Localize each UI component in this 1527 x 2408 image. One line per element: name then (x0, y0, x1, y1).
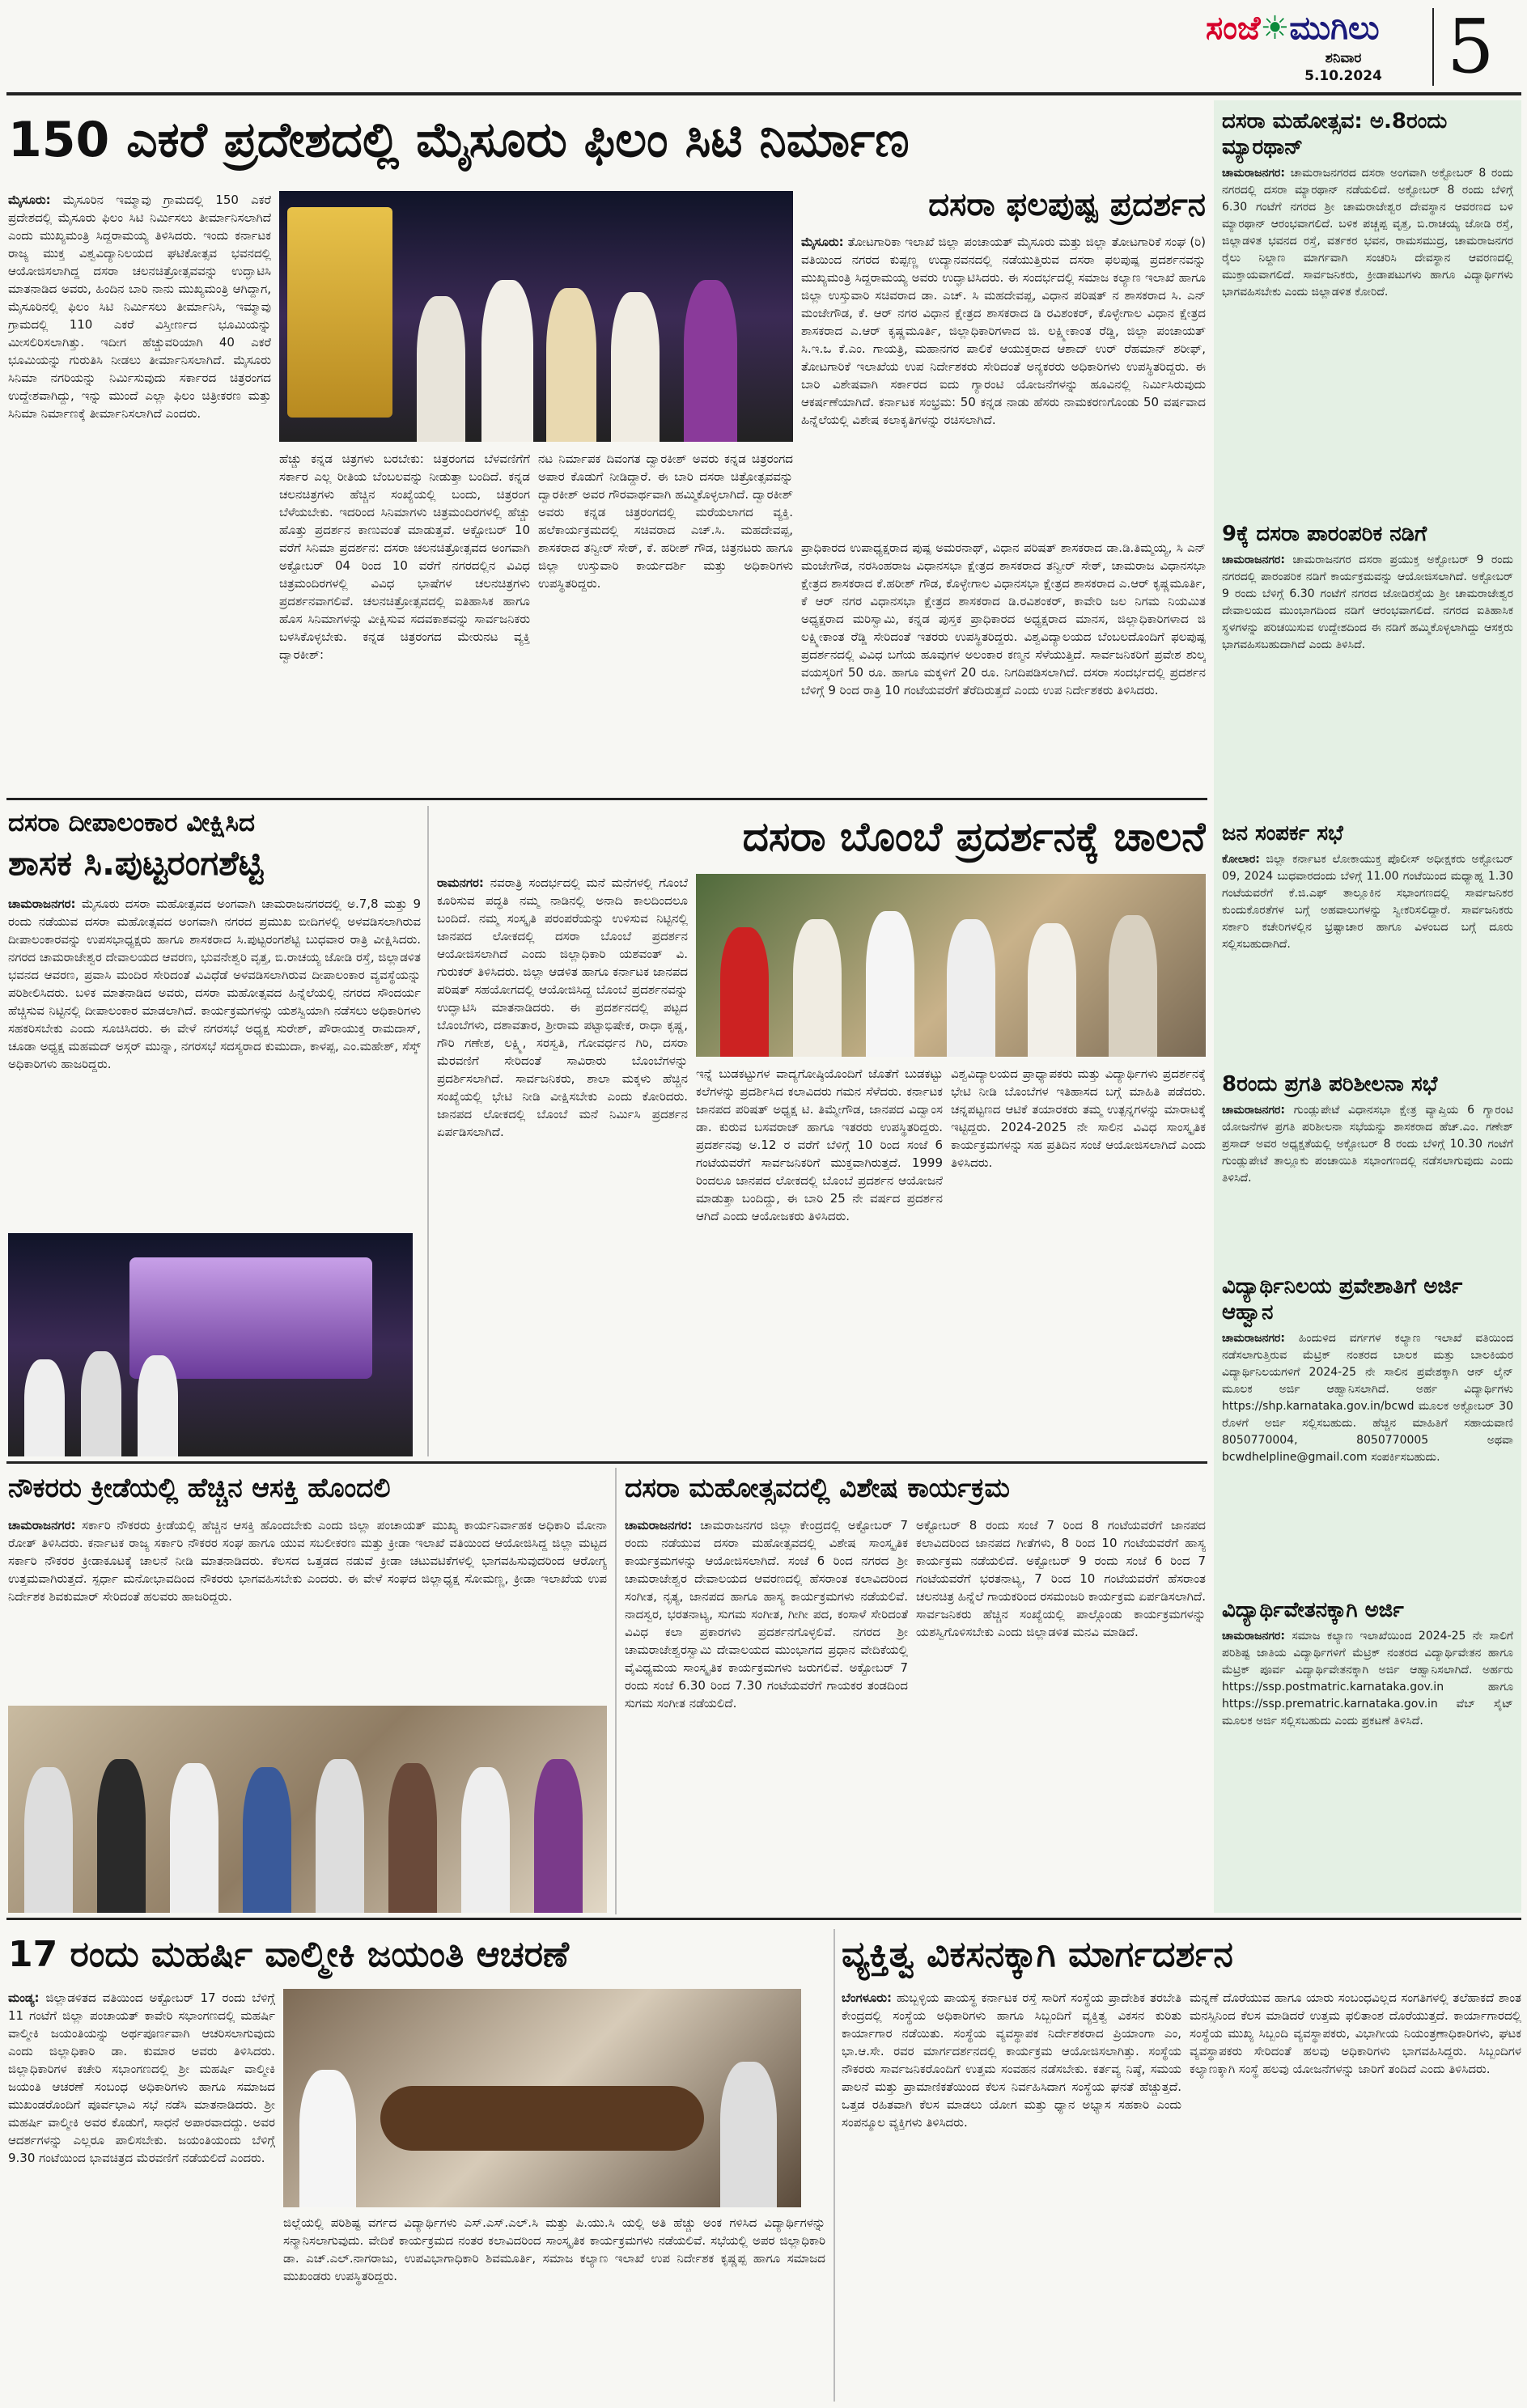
headline-puttarangashetty-2: ಶಾಸಕ ಸಿ.ಪುಟ್ಟರಂಗಶೆಟ್ಟಿ (8, 843, 264, 883)
article-text: ನವರಾತ್ರಿ ಸಂದರ್ಭದಲ್ಲಿ ಮನೆ ಮನೆಗಳಲ್ಲಿ ಗೊಂಬೆ ಕೂರಿಸುವ ಪದ್ಧತಿ ನಮ್ಮ ನಾಡಿನಲ್ಲಿ ಅನಾದಿ ಕಾಲದಿಂದಲೂ ಬಂದಿದೆ. ನಮ್ಮ ಸಂಸ್ಕೃತಿ ಪರಂಪರೆಯನ್ನು ಉಳಿಸುವ ನಿಟ್ಟಿನಲ್ಲಿ ಜಾನಪದ ಲೋಕದಲ್ಲಿ ದಸರಾ ಬೊಂಬೆ ಪ್ರದರ್ಶನ ಆಯೋಜಿಸಲಾಗಿದೆ ಎಂದು ಜಿಲ್ಲಾಧಿಕಾರಿ ಯಶವಂತ್ ವಿ. ಗುರುಕರ್ ತಿಳಿಸಿದರು. ಜಿಲ್ಲಾ ಆಡಳಿತ ಹಾಗೂ ಕರ್ನಾಟಕ ಜಾನಪದ ಪರಿಷತ್ ಸಹಯೋಗದಲ್ಲಿ ಆಯೋಜಿಸಿದ್ದ ಬೊಂಬೆ ಪ್ರದರ್ಶನವನ್ನು ಉದ್ಘಾಟಿಸಿ ಮಾತನಾಡಿದರು. ಈ ಪ್ರದರ್ಶನದಲ್ಲಿ ಪಟ್ಟದ ಬೊಂಬೆಗಳು, ದಶಾವತಾರ, ಶ್ರೀರಾಮ ಪಟ್ಟಾಭಿಷೇಕ, ರಾಧಾ ಕೃಷ್ಣ, ಗೌರಿ ಗಣೇಶ, ಲಕ್ಷ್ಮಿ, ಸರಸ್ವತಿ, ಗೋವರ್ಧನ ಗಿರಿ, ದಸರಾ ಮೆರವಣಿಗೆ ಸೇರಿದಂತೆ ಸಾವಿರಾರು ಬೊಂಬೆಗಳನ್ನು ಪ್ರದರ್ಶಿಸಲಾಗಿದೆ. ಸಾರ್ವಜನಿಕರು, ಶಾಲಾ ಮಕ್ಕಳು ಹೆಚ್ಚಿನ ಸಂಖ್ಯೆಯಲ್ಲಿ ಭೇಟಿ ನೀಡಿ ವೀಕ್ಷಿಸಬೇಕು ಎಂದು ಕೋರಿದರು. ಜಾನಪದ ಲೋಕದಲ್ಲಿ ಬೊಂಬೆ ಮನೆ ನಿರ್ಮಿಸಿ ಪ್ರದರ್ಶನ ಏರ್ಪಡಿಸಲಾಗಿದೆ. (437, 875, 688, 1139)
masthead-date: 5.10.2024 (1304, 68, 1382, 84)
photo-person (24, 1359, 65, 1456)
sidebar-headline: ವಿದ್ಯಾರ್ಥಿವೇತನಕ್ಕಾಗಿ ಅರ್ಜಿ (1222, 1598, 1404, 1622)
photo-person (299, 2070, 356, 2207)
sidebar-item (1222, 521, 1513, 812)
sidebar-headline: ದಸರಾ ಮಹೋತ್ಸವ: ಅ.8ರಂದು ಮ್ಯಾರಥಾನ್ (1222, 109, 1448, 159)
column-divider (427, 806, 429, 1456)
photo-person (546, 288, 596, 442)
article-text: ಇನ್ನೆ ಬುಡಕಟ್ಟುಗಳ ವಾದ್ಯಗೋಷ್ಠಿಯೊಂದಿಗೆ ಜೊತೆಗೆ ಬುಡಕಟ್ಟು ಕಲೆಗಳನ್ನು ಪ್ರದರ್ಶಿಸಿದ ಕಲಾವಿದರು ಗಮನ ಸೆಳೆದರು. ಕರ್ನಾಟಕ ಜಾನಪದ ಪರಿಷತ್ ಅಧ್ಯಕ್ಷ ಟಿ. ತಿಮ್ಮೇಗೌಡ, ಜಾನಪದ ವಿದ್ವಾಂಸ ಡಾ. ಕುರುವ ಬಸವರಾಜ್ ಹಾಗೂ ಇತರರು ಉಪಸ್ಥಿತರಿದ್ದರು. ಪ್ರದರ್ಶನವು ಅ.12 ರ ವರೆಗೆ ಬೆಳಿಗ್ಗೆ 10 ರಿಂದ ಸಂಜೆ 6 ಗಂಟೆಯವರೆಗೆ ಸಾರ್ವಜನಿಕರಿಗೆ ಮುಕ್ತವಾಗಿರುತ್ತದೆ. 1999 ರಿಂದಲೂ ಜಾನಪದ ಲೋಕದಲ್ಲಿ ಬೊಂಬೆ ಪ್ರದರ್ಶನ ಆಯೋಜನೆ ಮಾಡುತ್ತಾ ಬಂದಿದ್ದು, ಈ ಬಾರಿ 25 ನೇ ವರ್ಷದ ಪ್ರದರ್ಶನ ಆಗಿದೆ ಎಂದು ಆಯೋಜಕರು ತಿಳಿಸಿದರು. (696, 1066, 943, 1223)
article-text: ವಿಶ್ವವಿದ್ಯಾಲಯದ ಬೆಂಬಲದೊಂದಿಗೆ ಫಲಪುಷ್ಪ ಪ್ರದರ್ಶನದಲ್ಲಿ ವಿವಿಧ ಬಗೆಯ ಹೂವುಗಳ ಅಲಂಕಾರ ಕಣ್ಮನ ಸೆಳೆಯುತ್ತಿದೆ. ಸಾರ್ವಜನಿಕರಿಗೆ ಪ್ರವೇಶ ಶುಲ್ಕ ವಯಸ್ಕರಿಗೆ 50 ರೂ. ಹಾಗೂ ಮಕ್ಕಳಿಗೆ 20 ರೂ. ನಿಗದಿಪಡಿಸಲಾಗಿದೆ. ದಸರಾ ಸಂದರ್ಭದಲ್ಲಿ ಪ್ರದರ್ಶನ ಬೆಳಿಗ್ಗೆ 9 ರಿಂದ ರಾತ್ರಿ 10 ಗಂಟೆಯವರೆಗೆ ತೆರೆದಿರುತ್ತದೆ ಎಂದು ಉಪ ನಿರ್ದೇಶಕರು ತಿಳಿಸಿದರು. (801, 630, 1206, 697)
dateline: ಮಂಡ್ಯ: (8, 1990, 40, 2005)
photo-film-city (279, 191, 793, 442)
photo-person (388, 1763, 437, 1913)
article-vyaktitva-col1 (842, 1989, 1181, 2402)
headline-bombe: ದಸರಾ ಬೊಂಬೆ ಪ್ರದರ್ಶನಕ್ಕೆ ಚಾಲನೆ (742, 813, 1206, 860)
dateline: ಚಾಮರಾಜನಗರ: (1222, 1332, 1285, 1345)
logo-part1: ಸಂಜೆ (1206, 10, 1261, 47)
photo-person (684, 280, 737, 442)
dateline: ಮೈಸೂರು: (801, 235, 844, 249)
headline-film-city: 150 ಎಕರೆ ಪ್ರದೇಶದಲ್ಲಿ ಮೈಸೂರು ಫಿಲಂ ಸಿಟಿ ನಿರ್ಮಾಣ (8, 112, 910, 168)
sidebar-body: ಚಾಮರಾಜನಗರ ದಸರಾ ಪ್ರಯುಕ್ತ ಅಕ್ಟೋಬರ್ 9 ರಂದು ನಗರದಲ್ಲಿ ಪಾರಂಪರಿಕ ನಡಿಗೆ ಕಾರ್ಯಕ್ರಮವನ್ನು ಆಯೋಜಿಸಲಾಗಿದೆ. ಅಕ್ಟೋಬರ್ 9 ರಂದು ಬೆಳಿಗ್ಗೆ 6.30 ಗಂಟೆಗೆ ನಗರದ ಜೋಡಿರಸ್ತೆಯ ಶ್ರೀ ಚಾಮರಾಜೇಶ್ವರ ದೇವಾಲಯದ ಮುಂಭಾಗದಿಂದ ನಡಿಗೆ ಆರಂಭವಾಗಲಿದೆ. ನಗರದ ಐತಿಹಾಸಿಕ ಸ್ಥಳಗಳನ್ನು ಪರಿಚಯಿಸುವ ಉದ್ದೇಶದಿಂದ ಈ ನಡಿಗೆ ಹಮ್ಮಿಕೊಳ್ಳಲಾಗಿದ್ದು ಆಸಕ್ತರು ಭಾಗವಹಿಸಬಹುದಾಗಿದೆ ಎಂದು ತಿಳಿಸಿದೆ. (1222, 553, 1513, 651)
section-rule (6, 1461, 1207, 1464)
sidebar-item (1222, 1274, 1513, 1589)
page-number: 5 (1447, 3, 1495, 90)
photo-portrait-banner (287, 207, 392, 418)
photo-person (461, 1767, 510, 1913)
dateline: ಚಾಮರಾಜನಗರ: (1222, 553, 1285, 566)
headline-naukarara: ನೌಕರರು ಕ್ರೀಡೆಯಲ್ಲಿ ಹೆಚ್ಚಿನ ಆಸಕ್ತಿ ಹೊಂದಲಿ (8, 1472, 391, 1503)
article-bombe-col3 (951, 1065, 1206, 1456)
dateline: ಕೋಲಾರ: (1222, 853, 1260, 866)
section-rule (6, 798, 1207, 800)
photo-person (243, 1767, 291, 1913)
article-valmiki-col2 (283, 2214, 825, 2402)
photo-lighting (8, 1233, 413, 1456)
sidebar-headline: ಜನ ಸಂಪರ್ಕ ಸಭೆ (1222, 821, 1343, 846)
column-divider (615, 1468, 617, 1914)
sidebar-headline: 8ರಂದು ಪ್ರಗತಿ ಪರಿಶೀಲನಾ ಸಭೆ (1222, 1072, 1438, 1096)
sidebar-briefs (1214, 100, 1521, 1913)
photo-bombe (696, 874, 1206, 1057)
article-valmiki-col1 (8, 1989, 275, 2402)
sidebar-item (1222, 1071, 1513, 1265)
sidebar-text (1222, 851, 1513, 953)
photo-person (1109, 915, 1157, 1057)
sidebar-item (1222, 820, 1513, 1063)
article-puttarangashetty (8, 895, 421, 1227)
dateline: ಚಾಮರಾಜನಗರ: (8, 1518, 76, 1533)
article-text: ಅಕ್ಟೋಬರ್ 8 ರಂದು ಸಂಜೆ 7 ರಿಂದ 8 ಗಂಟೆಯವರೆಗೆ ಜಾನಪದ ಕಲಾವಿದರಿಂದ ಜಾನಪದ ಗೀತೆಗಳು, 8 ರಿಂದ 10 ಗಂಟೆಯವರೆಗೆ ಹಾಸ್ಯ ಕಾರ್ಯಕ್ರಮ ನಡೆಯಲಿದೆ. ಅಕ್ಟೋಬರ್ 9 ರಂದು ಸಂಜೆ 6 ರಿಂದ 7 ಗಂಟೆಯವರೆಗೆ ಭರತನಾಟ್ಯ, 7 ರಿಂದ 10 ಗಂಟೆಯವರೆಗೆ ಹೆಸರಾಂತ ಚಲನಚಿತ್ರ ಹಿನ್ನೆಲೆ ಗಾಯಕರಿಂದ ರಸಮಂಜರಿ ಕಾರ್ಯಕ್ರಮ ಏರ್ಪಡಿಸಲಾಗಿದೆ. ಸಾರ್ವಜನಿಕರು ಹೆಚ್ಚಿನ ಸಂಖ್ಯೆಯಲ್ಲಿ ಪಾಲ್ಗೊಂಡು ಕಾರ್ಯಕ್ರಮಗಳನ್ನು ಯಶಸ್ವಿಗೊಳಿಸಬೇಕು ಎಂದು ಜಿಲ್ಲಾಡಳಿತ ಮನವಿ ಮಾಡಿದೆ. (916, 1518, 1206, 1639)
sidebar-body: ಗುಂಡ್ಲುಪೇಟೆ ವಿಧಾನಸಭಾ ಕ್ಷೇತ್ರ ವ್ಯಾಪ್ತಿಯ 6 ಗ್ಯಾರಂಟಿ ಯೋಜನೆಗಳ ಪ್ರಗತಿ ಪರಿಶೀಲನಾ ಸಭೆಯನ್ನು ಶಾಸಕರಾದ ಹೆಚ್.ಎಂ. ಗಣೇಶ್ ಪ್ರಸಾದ್ ಅವರ ಅಧ್ಯಕ್ಷತೆಯಲ್ಲಿ ಅಕ್ಟೋಬರ್ 8 ರಂದು ಬೆಳಿಗ್ಗೆ 10.30 ಗಂಟೆಗೆ ಗುಂಡ್ಲುಪೇಟೆ ತಾಲ್ಲೂಕು ಪಂಚಾಯಿತಿ ಸಭಾಂಗಣದಲ್ಲಿ ನಡೆಸಲಾಗುವುದು ಎಂದು ತಿಳಿಸಿದೆ. (1222, 1104, 1513, 1185)
article-vyaktitva-col2 (1190, 1989, 1521, 2402)
headline-dasara-special: ದಸರಾ ಮಹೋತ್ಸವದಲ್ಲಿ ವಿಶೇಷ ಕಾರ್ಯಕ್ರಮ (625, 1472, 1010, 1503)
photo-person (793, 919, 842, 1057)
article-film-city-col3 (538, 450, 793, 790)
sidebar-text (1222, 1628, 1513, 1730)
photo-naukarara (8, 1706, 607, 1913)
article-text: ತೋಟಗಾರಿಕಾ ಇಲಾಖೆ ಜಿಲ್ಲಾ ಪಂಚಾಯತ್ ಮೈಸೂರು ಮತ್ತು ಜಿಲ್ಲಾ ತೋಟಗಾರಿಕೆ ಸಂಘ (ರಿ) ವತಿಯಿಂದ ನಗರದ ಕುಪ್ಪಣ್ಣ ಉದ್ಯಾನವನದಲ್ಲಿ ನಡೆಯುತ್ತಿರುವ ದಸರಾ ಫಲಪುಷ್ಪ ಪ್ರದರ್ಶನವನ್ನು ಮುಖ್ಯಮಂತ್ರಿ ಸಿದ್ದರಾಮಯ್ಯ ಅವರು ಉದ್ಘಾಟಿಸಿದರು. ಈ ಸಂದರ್ಭದಲ್ಲಿ ಸಮಾಜ ಕಲ್ಯಾಣ ಇಲಾಖೆ ಹಾಗೂ ಜಿಲ್ಲಾ ಉಸ್ತುವಾರಿ ಸಚಿವರಾದ ಡಾ. ಎಚ್. ಸಿ ಮಹದೇವಪ್ಪ, ವಿಧಾನ ಪರಿಷತ್ ನ ಶಾಸಕರಾದ ಸಿ. ಎನ್ ಮಂಜೇಗೌಡ, ಕೆ. ಆರ್ ನಗರ ವಿಧಾನ ಕ್ಷೇತ್ರದ ಶಾಸಕರಾದ ಡಿ ರವಿಶಂಕರ್, ಕೊಳ್ಳೇಗಾಲ ವಿಧಾನ ಕ್ಷೇತ್ರದ ಶಾಸಕರಾದ ಎ.ಆರ್ ಕೃಷ್ಣಮೂರ್ತಿ, ಜಿಲ್ಲಾಧಿಕಾರಿಗಳಾದ ಜಿ. ಲಕ್ಷ್ಮೀಕಾಂತ ರೆಡ್ಡಿ, ಜಿಲ್ಲಾ ಪಂಚಾಯತ್ ಸಿ.ಇ.ಒ ಕೆ.ಎಂ. ಗಾಯತ್ರಿ, ಮಹಾನಗರ ಪಾಲಿಕೆ ಆಯುಕ್ತರಾದ ಆಶಾದ್ ಉರ್ ರೆಹಮಾನ್ ಶರೀಫ್, ತೋಟಗಾರಿಕೆ ಇಲಾಖೆಯ ಉಪ ನಿರ್ದೇಶಕರು ಸೇರಿದಂತೆ ಅನ್ಯಕರರು ಅಧಿಕಾರಿಗಳು ಉಪಸ್ಥಿತರಿದ್ದರು. ಈ ಬಾರಿ ವಿಶೇಷವಾಗಿ ಸರ್ಕಾರದ ಐದು ಗ್ಯಾರಂಟಿ ಯೋಜನೆಗಳನ್ನು ಹೂವಿನಲ್ಲಿ ನಿರ್ಮಿಸಿರುವುದು ಆಕರ್ಷಣೆಯಾಗಿದೆ. ಕರ್ನಾಟಕ ಸಂಭ್ರಮ: 50 ಕನ್ನಡ ನಾಡು ಹೆಸರು ನಾಮಕರಣಗೊಂಡು 50 ವರ್ಷವಾದ ಹಿನ್ನೆಲೆಯಲ್ಲಿ ವಿಶೇಷ ಕಲಾಕೃತಿಗಳನ್ನು ರಚಿಸಲಾಗಿದೆ. (801, 235, 1206, 427)
masthead-rule (6, 92, 1521, 95)
article-text: ಮನ್ನಣೆ ದೊರೆಯುವ ಹಾಗೂ ಯಾರು ಸಂಬಂಧವಿಲ್ಲದ ಸಂಗತಿಗಳಲ್ಲಿ ತಲೆಹಾಕದೆ ಶಾಂತ ಮನಸ್ಸಿನಿಂದ ಕೆಲಸ ಮಾಡಿದರೆ ಉತ್ತಮ ಫಲಿತಾಂಶ ದೊರೆಯುತ್ತದೆ. ಕಾರ್ಯಾಗಾರದಲ್ಲಿ ಸಂಸ್ಥೆಯ ಮುಖ್ಯ ಸಿಬ್ಬಂದಿ ವ್ಯವಸ್ಥಾಪಕರು, ವಿಭಾಗೀಯ ನಿಯಂತ್ರಣಾಧಿಕಾರಿಗಳು, ಘಟಕ ವ್ಯವಸ್ಥಾಪಕರು ಸೇರಿದಂತೆ ಹಲವು ಅಧಿಕಾರಿಗಳು ಭಾಗವಹಿಸಿದ್ದರು. ಸಿಬ್ಬಂದಿಗಳ ಕಲ್ಯಾಣಕ್ಕಾಗಿ ಸಂಸ್ಥೆ ಹಲವು ಯೋಜನೆಗಳನ್ನು ಜಾರಿಗೆ ತಂದಿದೆ ಎಂದು ತಿಳಿಸಿದರು. (1190, 1990, 1521, 2076)
photo-person (24, 1767, 73, 1913)
sidebar-text (1222, 1330, 1513, 1466)
headline-flower-show: ದಸರಾ ಫಲಪುಷ್ಪ ಪ್ರದರ್ಶನ (928, 186, 1206, 223)
photo-person (81, 1351, 121, 1456)
article-text: ಜಿಲ್ಲಾಡಳಿತದ ವತಿಯಿಂದ ಅಕ್ಟೋಬರ್ 17 ರಂದು ಬೆಳಿಗ್ಗೆ 11 ಗಂಟೆಗೆ ಜಿಲ್ಲಾ ಪಂಚಾಯತ್ ಕಾವೇರಿ ಸಭಾಂಗಣದಲ್ಲಿ ಮಹರ್ಷಿ ವಾಲ್ಮೀಕಿ ಜಯಂತಿಯನ್ನು ಅರ್ಥಪೂರ್ಣವಾಗಿ ಆಚರಿಸಲಾಗುವುದು ಎಂದು ಜಿಲ್ಲಾಧಿಕಾರಿ ಡಾ. ಕುಮಾರ ಅವರು ತಿಳಿಸಿದರು. ಜಿಲ್ಲಾಧಿಕಾರಿಗಳ ಕಚೇರಿ ಸಭಾಂಗಣದಲ್ಲಿ ಶ್ರೀ ಮಹರ್ಷಿ ವಾಲ್ಮೀಕಿ ಜಯಂತಿ ಆಚರಣೆ ಸಂಬಂಧ ಅಧಿಕಾರಿಗಳು ಹಾಗೂ ಸಮಾಜದ ಮುಖಂಡರೊಂದಿಗೆ ಪೂರ್ವಭಾವಿ ಸಭೆ ನಡೆಸಿ ಮಾತನಾಡಿದರು. ಶ್ರೀ ಮಹರ್ಷಿ ವಾಲ್ಮೀಕಿ ಅವರ ಕೊಡುಗೆ, ಸಾಧನೆ ಅಪಾರವಾದದ್ದು. ಅವರ ಆದರ್ಶಗಳನ್ನು ಎಲ್ಲರೂ ಪಾಲಿಸಬೇಕು. ಜಯಂತಿಯಂದು ಬೆಳಿಗ್ಗೆ 9.30 ಗಂಟೆಯಿಂದ ಭಾವಚಿತ್ರದ ಮೆರವಣಿಗೆ ನಡೆಯಲಿದೆ ಎಂದರು. (8, 1990, 275, 2165)
photo-person (97, 1759, 146, 1913)
article-film-city-col1 (8, 191, 271, 790)
column-divider (833, 1929, 835, 2402)
sidebar-text (1222, 165, 1513, 301)
newspaper-logo: ಸಂಜೆ☀ಮುಗಿಲು (1206, 10, 1380, 47)
sidebar-body: ಜಿಲ್ಲಾ ಕರ್ನಾಟಕ ಲೋಕಾಯುಕ್ತ ಪೊಲೀಸ್ ಅಧೀಕ್ಷಕರು ಅಕ್ಟೋಬರ್ 09, 2024 ಬುಧವಾರದಂದು ಬೆಳಿಗ್ಗೆ 11.00 ಗಂಟೆಯಿಂದ ಮಧ್ಯಾಹ್ನ 1.30 ಗಂಟೆಯವರೆಗೆ ಕೆ.ಜಿ.ಎಫ್ ತಾಲ್ಲೂಕಿನ ಸಭಾಂಗಣದಲ್ಲಿ ಸಾರ್ವಜನಿಕರ ಕುಂದುಕೊರತೆಗಳ ಬಗ್ಗೆ ಅಹವಾಲುಗಳನ್ನು ಸ್ವೀಕರಿಸಲಿದ್ದಾರೆ. ಸಾರ್ವಜನಿಕರು ಸರ್ಕಾರಿ ಕಚೇರಿಗಳಲ್ಲಿನ ಭ್ರಷ್ಟಾಚಾರ ಹಾಗೂ ವಿಳಂಬದ ಬಗ್ಗೆ ದೂರು ಸಲ್ಲಿಸಬಹುದಾಗಿದೆ. (1222, 853, 1513, 951)
dateline: ಚಾಮರಾಜನಗರ: (8, 897, 76, 911)
sidebar-headline: 9ಕ್ಕೆ ದಸರಾ ಪಾರಂಪರಿಕ ನಡಿಗೆ (1222, 522, 1427, 546)
article-flower-show-col1 (801, 233, 1206, 532)
photo-meeting-table (380, 2086, 704, 2151)
sidebar-headline: ವಿದ್ಯಾರ್ಥಿನಿಲಯ ಪ್ರವೇಶಾತಿಗೆ ಅರ್ಜಿ ಆಹ್ವಾನ (1222, 1274, 1463, 1325)
masthead (1206, 3, 1521, 90)
article-text: ಪ್ರಾಧಿಕಾರದ ಉಪಾಧ್ಯಕ್ಷರಾದ ಪುಷ್ಪ ಅಮರನಾಥ್, ವಿಧಾನ ಪರಿಷತ್ ಶಾಸಕರಾದ ಡಾ.ಡಿ.ತಿಮ್ಮಯ್ಯ, ಸಿ ಎನ್ ಮಂಜೇಗೌಡ, ನರಸಿಂಹರಾಜ ವಿಧಾನಸಭಾ ಕ್ಷೇತ್ರದ ಶಾಸಕರಾದ ತನ್ವೀರ್ ಸೇಠ್, ಚಾಮರಾಜ ವಿಧಾನಸಭಾ ಕ್ಷೇತ್ರದ ಶಾಸಕರಾದ ಕೆ.ಹರೀಶ್ ಗೌಡ, ಕೊಳ್ಳೇಗಾಲ ವಿಧಾನಸಭಾ ಕ್ಷೇತ್ರದ ಶಾಸಕರಾದ ಎ.ಆರ್ ಕೃಷ್ಣಮೂರ್ತಿ, ಕೆ ಆರ್ ನಗರ ವಿಧಾನಸಭಾ ಕ್ಷೇತ್ರದ ಶಾಸಕರಾದ ಡಿ.ರವಿಶಂಕರ್, ಕಾವೇರಿ ಜಲ ನಿಗಮ ನಿಯಮಿತ ಅಧ್ಯಕ್ಷರಾದ ಮರಿಸ್ವಾಮಿ, ಕನ್ನಡ ಪುಸ್ತಕ ಪ್ರಾಧಿಕಾರದ ಅಧ್ಯಕ್ಷರಾದ ಮಾನಸ, ಜಿಲ್ಲಾಧಿಕಾರಿಗಳಾದ ಜಿ ಲಕ್ಷ್ಮೀಕಾಂತ ರೆಡ್ಡಿ ಸೇರಿದಂತೆ ಇತರರು ಉಪಸ್ಥಿತರಿದ್ದರು. (801, 541, 1206, 644)
headline-puttarangashetty-1: ದಸರಾ ದೀಪಾಲಂಕಾರ ವೀಕ್ಷಿಸಿದ (8, 808, 256, 837)
dateline: ಚಾಮರಾಜನಗರ: (1222, 167, 1285, 180)
sidebar-item (1222, 1597, 1513, 1905)
photo-person (611, 292, 660, 442)
article-film-city-col2 (279, 450, 530, 790)
article-text: ವಿಶ್ವವಿದ್ಯಾಲಯದ ಪ್ರಾಧ್ಯಾಪಕರು ಮತ್ತು ವಿದ್ಯಾರ್ಥಿಗಳು ಪ್ರದರ್ಶನಕ್ಕೆ ಭೇಟಿ ನೀಡಿ ಬೊಂಬೆಗಳ ಇತಿಹಾಸದ ಬಗ್ಗೆ ಮಾಹಿತಿ ಪಡೆದರು. ಚನ್ನಪಟ್ಟಣದ ಆಟಿಕೆ ತಯಾರಕರು ತಮ್ಮ ಉತ್ಪನ್ನಗಳನ್ನು ಮಾರಾಟಕ್ಕೆ ಇಟ್ಟಿದ್ದರು. 2024-2025 ನೇ ಸಾಲಿನ ವಿವಿಧ ಸಾಂಸ್ಕೃತಿಕ ಕಾರ್ಯಕ್ರಮಗಳನ್ನು ಸಹ ಪ್ರತಿದಿನ ಸಂಜೆ ಆಯೋಜಿಸಲಾಗಿದೆ ಎಂದು ತಿಳಿಸಿದರು. (951, 1066, 1206, 1170)
article-flower-show-col3 (801, 539, 1206, 790)
masthead-day: ಶನಿವಾರ (1325, 50, 1362, 66)
section-rule (6, 1918, 1521, 1920)
article-text: ಮೈಸೂರು ದಸರಾ ಮಹೋತ್ಸವದ ಅಂಗವಾಗಿ ಚಾಮರಾಜನಗರದಲ್ಲಿ ಅ.7,8 ಮತ್ತು 9 ರಂದು ನಡೆಯುವ ದಸರಾ ಮಹೋತ್ಸವದ ಅಂಗವಾಗಿ ನಗರದ ಪ್ರಮುಖ ಬೀದಿಗಳಲ್ಲಿ ಅಳವಡಿಸಲಾಗಿರುವ ದೀಪಾಲಂಕಾರವನ್ನು ಉಪಸಭಾಧ್ಯಕ್ಷರು ಹಾಗೂ ಶಾಸಕರಾದ ಸಿ.ಪುಟ್ಟರಂಗಶೆಟ್ಟಿ ಬುಧವಾರ ರಾತ್ರಿ ವೀಕ್ಷಿಸಿದರು. ನಗರದ ಚಾಮರಾಜೇಶ್ವರ ದೇವಾಲಯದ ಆವರಣ, ಭುವನೇಶ್ವರಿ ವೃತ್ತ, ಬಿ.ರಾಚಯ್ಯ ಜೋಡಿ ರಸ್ತೆ, ಜಿಲ್ಲಾಡಳಿತ ಭವನದ ಆವರಣ, ಪ್ರವಾಸಿ ಮಂದಿರ ಸೇರಿದಂತೆ ವಿವಿಧೆಡೆ ಅಳವಡಿಸಲಾಗಿರುವ ದೀಪಾಲಂಕಾರ ವ್ಯವಸ್ಥೆಯನ್ನು ಪರಿಶೀಲಿಸಿದರು. ಬಳಿಕ ಮಾತನಾಡಿದ ಅವರು, ದಸರಾ ಮಹೋತ್ಸವದ ಹಿನ್ನೆಲೆಯಲ್ಲಿ ನಗರದ ಸೌಂದರ್ಯ ಹೆಚ್ಚಿಸುವ ನಿಟ್ಟಿನಲ್ಲಿ ದೀಪಾಲಂಕಾರ ಮಾಡಲಾಗಿದೆ. ಕಾರ್ಯಕ್ರಮಗಳನ್ನು ಯಶಸ್ವಿಯಾಗಿ ನಡೆಸಲು ಅಧಿಕಾರಿಗಳು ಸಹಕರಿಸಬೇಕು ಎಂದು ಸೂಚಿಸಿದರು. ಈ ವೇಳೆ ನಗರಸಭೆ ಅಧ್ಯಕ್ಷ ಸುರೇಶ್, ಪೌರಾಯುಕ್ತ ರಾಮದಾಸ್, ಚೂಡಾ ಅಧ್ಯಕ್ಷ ಮಹಮದ್ ಅಸ್ಗರ್ ಮುನ್ನಾ, ನಗರಸಭೆ ಸದಸ್ಯರಾದ ಕುಮುದಾ, ಕಾಳಪ್ಪ, ಎಂ.ಮಹೇಶ್, ಸೆಸ್ಕ್ ಅಧಿಕಾರಿಗಳು ಹಾಜರಿದ್ದರು. (8, 897, 421, 1071)
article-text: ಹೆಚ್ಚು ಕನ್ನಡ ಚಿತ್ರಗಳು ಬರಬೇಕು: ಚಿತ್ರರಂಗದ ಬೆಳವಣಿಗೆಗೆ ಸರ್ಕಾರ ಎಲ್ಲ ರೀತಿಯ ಬೆಂಬಲವನ್ನು ನೀಡುತ್ತಾ ಬಂದಿದೆ. ಕನ್ನಡ ಚಲನಚಿತ್ರಗಳು ಹೆಚ್ಚಿನ ಸಂಖ್ಯೆಯಲ್ಲಿ ಬಂದು, ಚಿತ್ರರಂಗ ಬೆಳೆಯಬೇಕು. ಇದರಿಂದ ಸಿನಿಮಾಗಳು ಚಿತ್ರಮಂದಿರಗಳಲ್ಲಿ ಹೆಚ್ಚು ಹೊತ್ತು ಪ್ರದರ್ಶನ ಕಾಣುವಂತೆ ಮಾಡುತ್ತವೆ. ಅಕ್ಟೋಬರ್ 10 ವರೆಗೆ ಸಿನಿಮಾ ಪ್ರದರ್ಶನ: ದಸರಾ ಚಲನಚಿತ್ರೋತ್ಸವದ ಅಂಗವಾಗಿ ಅಕ್ಟೋಬರ್ 04 ರಿಂದ 10 ವರೆಗೆ ನಗರದಲ್ಲಿನ ವಿವಿಧ ಚಿತ್ರಮಂದಿರಗಳಲ್ಲಿ ವಿವಿಧ ಭಾಷೆಗಳ ಚಲನಚಿತ್ರಗಳು ಪ್ರದರ್ಶನವಾಗಲಿವೆ. ಚಲನಚಿತ್ರೋತ್ಸವದಲ್ಲಿ ಐತಿಹಾಸಿಕ ಹಾಗೂ ಹೊಸ ಸಿನಿಮಾಗಳನ್ನು ವೀಕ್ಷಿಸುವ ಸದವಕಾಶವನ್ನು ಸಾರ್ವಜನಿಕರು ಬಳಸಿಕೊಳ್ಳಬೇಕು. ಕನ್ನಡ ಚಿತ್ರರಂಗದ ಮೇರುನಟ ವ್ಯಕ್ತಿ ದ್ವಾರಕೀಶ್: (279, 451, 530, 662)
dateline: ಬೆಂಗಳೂರು: (842, 1990, 893, 2005)
article-dasara-special-col1 (625, 1516, 908, 1913)
dateline: ಮೈಸೂರು: (8, 193, 51, 207)
sidebar-text (1222, 552, 1513, 654)
article-text: ನಟ ನಿರ್ಮಾಪಕ ದಿವಂಗತ ದ್ವಾರಕೀಶ್ ಅವರು ಕನ್ನಡ ಚಿತ್ರರಂಗದ ಅಪಾರ ಕೊಡುಗೆ ನೀಡಿದ್ದಾರೆ. ಈ ಬಾರಿ ದಸರಾ ಚಿತ್ರೋತ್ಸವವನ್ನು ದ್ವಾರಕೀಶ್ ಅವರ ಗೌರವಾರ್ಥವಾಗಿ ಹಮ್ಮಿಕೊಳ್ಳಲಾಗಿದೆ. ದ್ವಾರಕೀಶ್ ಅವರು ಕನ್ನಡ ಚಿತ್ರರಂಗದಲ್ಲಿ ಮರೆಯಲಾಗದ ವ್ಯಕ್ತಿ. ಹಲೆಕಾರ್ಯಕ್ರಮದಲ್ಲಿ ಸಚಿವರಾದ ಎಚ್.ಸಿ. ಮಹದೇವಪ್ಪ, ಶಾಸಕರಾದ ತನ್ವೀರ್ ಸೇಠ್, ಕೆ. ಹರೀಶ್ ಗೌಡ, ಚಿತ್ರನಟರು ಹಾಗೂ ಜಿಲ್ಲಾ ಉಸ್ತುವಾರಿ ಕಾರ್ಯದರ್ಶಿ ಮತ್ತು ಅಧಿಕಾರಿಗಳು ಉಪಸ್ಥಿತರಿದ್ದರು. (538, 451, 793, 591)
article-bombe-col2 (696, 1065, 943, 1456)
masthead-divider (1432, 8, 1434, 86)
dateline: ಚಾಮರಾಜನಗರ: (1222, 1104, 1285, 1117)
dateline: ರಾಮನಗರ: (437, 875, 484, 890)
dateline: ಚಾಮರಾಜನಗರ: (625, 1518, 693, 1533)
article-dasara-special-col2 (916, 1516, 1206, 1913)
article-naukarara (8, 1516, 607, 1699)
sidebar-body: ಸಮಾಜ ಕಲ್ಯಾಣ ಇಲಾಖೆಯಿಂದ 2024-25 ನೇ ಸಾಲಿಗೆ ಪರಿಶಿಷ್ಟ ಜಾತಿಯ ವಿದ್ಯಾರ್ಥಿಗಳಿಗೆ ಮೆಟ್ರಿಕ್ ನಂತರದ ವಿದ್ಯಾರ್ಥಿವೇತನ ಹಾಗೂ ಮೆಟ್ರಿಕ್ ಪೂರ್ವ ವಿದ್ಯಾರ್ಥಿವೇತನಕ್ಕಾಗಿ ಅರ್ಜಿ ಆಹ್ವಾನಿಸಲಾಗಿದೆ. ಅರ್ಹರು https://ssp.postmatric.karnataka.gov.in ಹಾಗೂ https://ssp.prematric.karnataka.gov.in ವೆಬ್ ಸೈಟ್ ಮೂಲಕ ಅರ್ಜಿ ಸಲ್ಲಿಸಬಹುದು ಎಂದು ಪ್ರಕಟಣೆ ತಿಳಿಸಿದೆ. (1222, 1630, 1513, 1728)
headline-valmiki: 17 ರಂದು ಮಹರ್ಷಿ ವಾಲ್ಮೀಕಿ ಜಯಂತಿ ಆಚರಣೆ (8, 1934, 570, 1975)
article-text: ಜಿಲ್ಲೆಯಲ್ಲಿ ಪರಿಶಿಷ್ಟ ವರ್ಗದ ವಿದ್ಯಾರ್ಥಿಗಳು ಎಸ್.ಎಸ್.ಎಲ್.ಸಿ ಮತ್ತು ಪಿ.ಯು.ಸಿ ಯಲ್ಲಿ ಅತಿ ಹೆಚ್ಚು ಅಂಕ ಗಳಿಸಿದ ವಿದ್ಯಾರ್ಥಿಗಳನ್ನು ಸನ್ಮಾನಿಸಲಾಗುವುದು. ವೇದಿಕೆ ಕಾರ್ಯಕ್ರಮದ ನಂತರ ಕಲಾವಿದರಿಂದ ಸಾಂಸ್ಕೃತಿಕ ಕಾರ್ಯಕ್ರಮಗಳು ನಡೆಯಲಿವೆ. ಸಭೆಯಲ್ಲಿ ಅಪರ ಜಿಲ್ಲಾಧಿಕಾರಿ ಡಾ. ಎಚ್.ಎಲ್.ನಾಗರಾಜು, ಉಪವಿಭಾಗಾಧಿಕಾರಿ ಶಿವಮೂರ್ತಿ, ಸಮಾಜ ಕಲ್ಯಾಣ ಇಲಾಖೆ ಉಪ ನಿರ್ದೇಶಕ ಕೃಷ್ಣಪ್ಪ ಹಾಗೂ ಸಮಾಜದ ಮುಖಂಡರು ಉಪಸ್ಥಿತರಿದ್ದರು. (283, 2215, 825, 2283)
article-text: ಚಾಮರಾಜನಗರ ಜಿಲ್ಲಾ ಕೇಂದ್ರದಲ್ಲಿ ಅಕ್ಟೋಬರ್ 7 ರಂದು ನಡೆಯುವ ದಸರಾ ಮಹೋತ್ಸವದಲ್ಲಿ ವಿಶೇಷ ಸಾಂಸ್ಕೃತಿಕ ಕಾರ್ಯಕ್ರಮಗಳನ್ನು ಆಯೋಜಿಸಲಾಗಿದೆ. ಸಂಜೆ 6 ರಿಂದ ನಗರದ ಶ್ರೀ ಚಾಮರಾಜೇಶ್ವರ ದೇವಾಲಯದ ಆವರಣದಲ್ಲಿ ಹೆಸರಾಂತ ಕಲಾವಿದರಿಂದ ಸಂಗೀತ, ನೃತ್ಯ, ಜಾನಪದ ಹಾಗೂ ಹಾಸ್ಯ ಕಾರ್ಯಕ್ರಮಗಳು ನಡೆಯಲಿವೆ. ನಾದಸ್ವರ, ಭರತನಾಟ್ಯ, ಸುಗಮ ಸಂಗೀತ, ಗೀಗೀ ಪದ, ಕಂಸಾಳೆ ಸೇರಿದಂತೆ ವಿವಿಧ ಕಲಾ ಪ್ರಕಾರಗಳು ಪ್ರದರ್ಶನಗೊಳ್ಳಲಿವೆ. ನಗರದ ಶ್ರೀ ಚಾಮರಾಜೇಶ್ವರಸ್ವಾಮಿ ದೇವಾಲಯದ ಮುಂಭಾಗದ ಪ್ರಧಾನ ವೇದಿಕೆಯಲ್ಲಿ ವೈವಿಧ್ಯಮಯ ಸಾಂಸ್ಕೃತಿಕ ಕಾರ್ಯಕ್ರಮಗಳು ಜರುಗಲಿವೆ. ಅಕ್ಟೋಬರ್ 7 ರಂದು ಸಂಜೆ 6.30 ರಿಂದ 7.30 ಗಂಟೆಯವರೆಗೆ ಗಾಯಕರ ತಂಡದಿಂದ ಸುಗಮ ಸಂಗೀತ ನಡೆಯಲಿದೆ. (625, 1518, 908, 1711)
headline-vyaktitva: ವ್ಯಕ್ತಿತ್ವ ವಿಕಸನಕ್ಕಾಗಿ ಮಾರ್ಗದರ್ಶನ (842, 1934, 1233, 1975)
photo-person (417, 296, 465, 442)
photo-person (866, 911, 914, 1057)
article-text: ಮೈಸೂರಿನ ಇಮ್ಮಾವು ಗ್ರಾಮದಲ್ಲಿ 150 ಎಕರೆ ಪ್ರದೇಶದಲ್ಲಿ ಮೈಸೂರು ಫಿಲಂ ಸಿಟಿ ನಿರ್ಮಿಸಲು ತೀರ್ಮಾನಿಸಲಾಗಿದೆ ಎಂದು ಮುಖ್ಯಮಂತ್ರಿ ಸಿದ್ದರಾಮಯ್ಯ ತಿಳಿಸಿದರು. ಇಂದು ಕರ್ನಾಟಕ ರಾಜ್ಯ ಮುಕ್ತ ವಿಶ್ವವಿದ್ಯಾನಿಲಯದ ಘಟಿಕೋತ್ಸವ ಭವನದಲ್ಲಿ ಆಯೋಜಿಸಲಾಗಿದ್ದ ದಸರಾ ಚಲನಚಿತ್ರೋತ್ಸವವನ್ನು ಉದ್ಘಾಟಿಸಿ ಮಾತನಾಡಿದ ಅವರು, ಹಿಂದಿನ ಬಾರಿ ನಾನು ಮುಖ್ಯಮಂತ್ರಿ ಆಗಿದ್ದಾಗ, ಮೈಸೂರಿನಲ್ಲಿ ಫಿಲಂ ಸಿಟಿ ನಿರ್ಮಿಸಲು ತೀರ್ಮಾನಿಸಿ, ಇಮ್ಮಾವು ಗ್ರಾಮದಲ್ಲಿ 110 ಎಕರೆ ವಿಸ್ತೀರ್ಣದ ಭೂಮಿಯನ್ನು ಮೀಸಲಿರಿಸಲಾಗಿತ್ತು. ಇದೀಗ ಹೆಚ್ಚುವರಿಯಾಗಿ 40 ಎಕರೆ ಭೂಮಿಯನ್ನು ಗುರುತಿಸಿ ನೀಡಲು ತೀರ್ಮಾನಿಸಲಾಗಿದೆ. ಮೈಸೂರು ಸಿನಿಮಾ ನಗರಿಯನ್ನು ನಿರ್ಮಿಸುವುದು ಸರ್ಕಾರದ ಚಿತ್ರರಂಗದ ಉದ್ದೇಶವಾಗಿದ್ದು, ಇನ್ನು ಮುಂದೆ ಎಲ್ಲಾ ಫಿಲಂ ಚಿತ್ರೀಕರಣ ಮತ್ತು ಸಿನಿಮಾ ನಿರ್ಮಾಣಕ್ಕೆ ತೀರ್ಮಾನಿಸಲಾಗಿದೆ ಎಂದರು. (8, 193, 271, 421)
photo-person (720, 2062, 777, 2207)
article-bombe-col1 (437, 874, 688, 1456)
photo-person (1028, 923, 1076, 1057)
sidebar-body: ಹಿಂದುಳಿದ ವರ್ಗಗಳ ಕಲ್ಯಾಣ ಇಲಾಖೆ ವತಿಯಿಂದ ನಡೆಸಲಾಗುತ್ತಿರುವ ಮೆಟ್ರಿಕ್ ನಂತರದ ಬಾಲಕ ಮತ್ತು ಬಾಲಕಿಯರ ವಿದ್ಯಾರ್ಥಿನಿಲಯಗಳಿಗೆ 2024-25 ನೇ ಸಾಲಿನ ಪ್ರವೇಶಕ್ಕಾಗಿ ಆನ್ ಲೈನ್ ಮೂಲಕ ಅರ್ಜಿ ಆಹ್ವಾನಿಸಲಾಗಿದೆ. ಅರ್ಹ ವಿದ್ಯಾರ್ಥಿಗಳು https://shp.karnataka.gov.in/bcwd ಮೂಲಕ ಅಕ್ಟೋಬರ್ 30 ರೊಳಗೆ ಅರ್ಜಿ ಸಲ್ಲಿಸಬಹುದು. ಹೆಚ್ಚಿನ ಮಾಹಿತಿಗೆ ಸಹಾಯವಾಣಿ 8050770004, 8050770005 ಅಥವಾ bcwdhelpline@gmail.com ಸಂಪರ್ಕಿಸಬಹುದು. (1222, 1332, 1513, 1464)
sidebar-item (1222, 108, 1513, 513)
article-text: ಹುಬ್ಬಳ್ಳಿಯ ಪಾಯಸ್ಥ ಕರ್ನಾಟಕ ರಸ್ತೆ ಸಾರಿಗೆ ಸಂಸ್ಥೆಯ ಪ್ರಾದೇಶಿಕ ತರಬೇತಿ ಕೇಂದ್ರದಲ್ಲಿ ಸಂಸ್ಥೆಯ ಅಧಿಕಾರಿಗಳು ಹಾಗೂ ಸಿಬ್ಬಂದಿಗೆ ವ್ಯಕ್ತಿತ್ವ ವಿಕಸನ ಕುರಿತು ಕಾರ್ಯಾಗಾರ ನಡೆಯಿತು. ಸಂಸ್ಥೆಯ ವ್ಯವಸ್ಥಾಪಕ ನಿರ್ದೇಶಕರಾದ ಪ್ರಿಯಾಂಗಾ ಎಂ, ಭಾ.ಆ.ಸೇ. ರವರ ಮಾರ್ಗದರ್ಶನದಲ್ಲಿ ಕಾರ್ಯಕ್ರಮ ಆಯೋಜಿಸಲಾಗಿತ್ತು. ಸಂಸ್ಥೆಯ ನೌಕರರು ಸಾರ್ವಜನಿಕರೊಂದಿಗೆ ಉತ್ತಮ ಸಂವಹನ ನಡೆಸಬೇಕು. ಕರ್ತವ್ಯ ನಿಷ್ಠೆ, ಸಮಯ ಪಾಲನೆ ಮತ್ತು ಪ್ರಾಮಾಣಿಕತೆಯಿಂದ ಕೆಲಸ ನಿರ್ವಹಿಸಿದಾಗ ಸಂಸ್ಥೆಯ ಘನತೆ ಹೆಚ್ಚುತ್ತದೆ. ಒತ್ತಡ ರಹಿತವಾಗಿ ಕೆಲಸ ಮಾಡಲು ಯೋಗ ಮತ್ತು ಧ್ಯಾನ ಅಭ್ಯಾಸ ಸಹಕಾರಿ ಎಂದು ಸಂಪನ್ಮೂಲ ವ್ಯಕ್ತಿಗಳು ತಿಳಿಸಿದರು. (842, 1990, 1181, 2130)
photo-person (138, 1355, 178, 1456)
photo-person (316, 1759, 364, 1913)
photo-person (170, 1763, 218, 1913)
photo-person (534, 1759, 583, 1913)
photo-person (720, 927, 769, 1057)
sidebar-text (1222, 1102, 1513, 1187)
article-text: ಸರ್ಕಾರಿ ನೌಕರರು ಕ್ರೀಡೆಯಲ್ಲಿ ಹೆಚ್ಚಿನ ಆಸಕ್ತಿ ಹೊಂದಬೇಕು ಎಂದು ಜಿಲ್ಲಾ ಪಂಚಾಯತ್ ಮುಖ್ಯ ಕಾರ್ಯನಿರ್ವಾಹಕ ಅಧಿಕಾರಿ ಮೋನಾ ರೋತ್ ತಿಳಿಸಿದರು. ಕರ್ನಾಟಕ ರಾಜ್ಯ ಸರ್ಕಾರಿ ನೌಕರರ ಸಂಘ ಹಾಗೂ ಯುವ ಸಬಲೀಕರಣ ಮತ್ತು ಕ್ರೀಡಾ ಇಲಾಖೆ ವತಿಯಿಂದ ಆಯೋಜಿಸಿದ್ದ ಜಿಲ್ಲಾ ಮಟ್ಟದ ಸರ್ಕಾರಿ ನೌಕರರ ಕ್ರೀಡಾಕೂಟಕ್ಕೆ ಚಾಲನೆ ನೀಡಿ ಮಾತನಾಡಿದರು. ಕೆಲಸದ ಒತ್ತಡದ ನಡುವೆ ಕ್ರೀಡಾ ಚಟುವಟಿಕೆಗಳಲ್ಲಿ ಭಾಗವಹಿಸುವುದರಿಂದ ಆರೋಗ್ಯ ಉತ್ತಮವಾಗಿರುತ್ತದೆ. ಸ್ಪರ್ಧಾ ಮನೋಭಾವದಿಂದ ನೌಕರರು ಭಾಗವಹಿಸಬೇಕು ಎಂದರು. ಈ ವೇಳೆ ಸಂಘದ ಜಿಲ್ಲಾಧ್ಯಕ್ಷ ಸೋಮಣ್ಣ, ಕ್ರೀಡಾ ಇಲಾಖೆಯ ಉಪ ನಿರ್ದೇಶಕ ಶಿವಕುಮಾರ್ ಸೇರಿದಂತೆ ಹಲವರು ಹಾಜರಿದ್ದರು. (8, 1518, 607, 1604)
photo-valmiki-meeting (283, 1989, 801, 2207)
logo-part2: ಮುಗಿಲು (1289, 10, 1380, 47)
dateline: ಚಾಮರಾಜನಗರ: (1222, 1630, 1285, 1643)
sidebar-body: ಚಾಮರಾಜನಗರದ ದಸರಾ ಅಂಗವಾಗಿ ಅಕ್ಟೋಬರ್ 8 ರಂದು ನಗರದಲ್ಲಿ ದಸರಾ ಮ್ಯಾರಥಾನ್ ನಡೆಯಲಿದೆ. ಅಕ್ಟೋಬರ್ 8 ರಂದು ಬೆಳಿಗ್ಗೆ 6.30 ಗಂಟೆಗೆ ನಗರದ ಶ್ರೀ ಚಾಮರಾಜೇಶ್ವರ ದೇವಸ್ಥಾನ ಆವರಣದ ಬಳಿ ಮ್ಯಾರಥಾನ್ ಆರಂಭವಾಗಲಿದೆ. ಬಳಿಕ ಪಚ್ಚಪ್ಪ ವೃತ್ತ, ಬಿ.ರಾಚಯ್ಯ ಜೋಡಿ ರಸ್ತೆ, ಜಿಲ್ಲಾಡಳಿತ ಭವನದ ರಸ್ತೆ, ವರ್ತಕರ ಭವನ, ರಾಮಸಮುದ್ರ, ಚಾಮರಾಜನಗರ ರೈಲು ನಿಲ್ದಾಣ ಮಾರ್ಗವಾಗಿ ಸಂಚರಿಸಿ ದೇವಸ್ಥಾನ ಆವರಣದಲ್ಲಿ ಮುಕ್ತಾಯವಾಗಲಿದೆ. ಸಾರ್ವಜನಿಕರು, ಕ್ರೀಡಾಪಟುಗಳು ಹಾಗೂ ವಿದ್ಯಾರ್ಥಿಗಳು ಭಾಗವಹಿಸಬೇಕು ಎಂದು ಜಿಲ್ಲಾಡಳಿತ ಕೋರಿದೆ. (1222, 167, 1513, 299)
photo-person (481, 280, 533, 442)
photo-person (947, 919, 995, 1057)
